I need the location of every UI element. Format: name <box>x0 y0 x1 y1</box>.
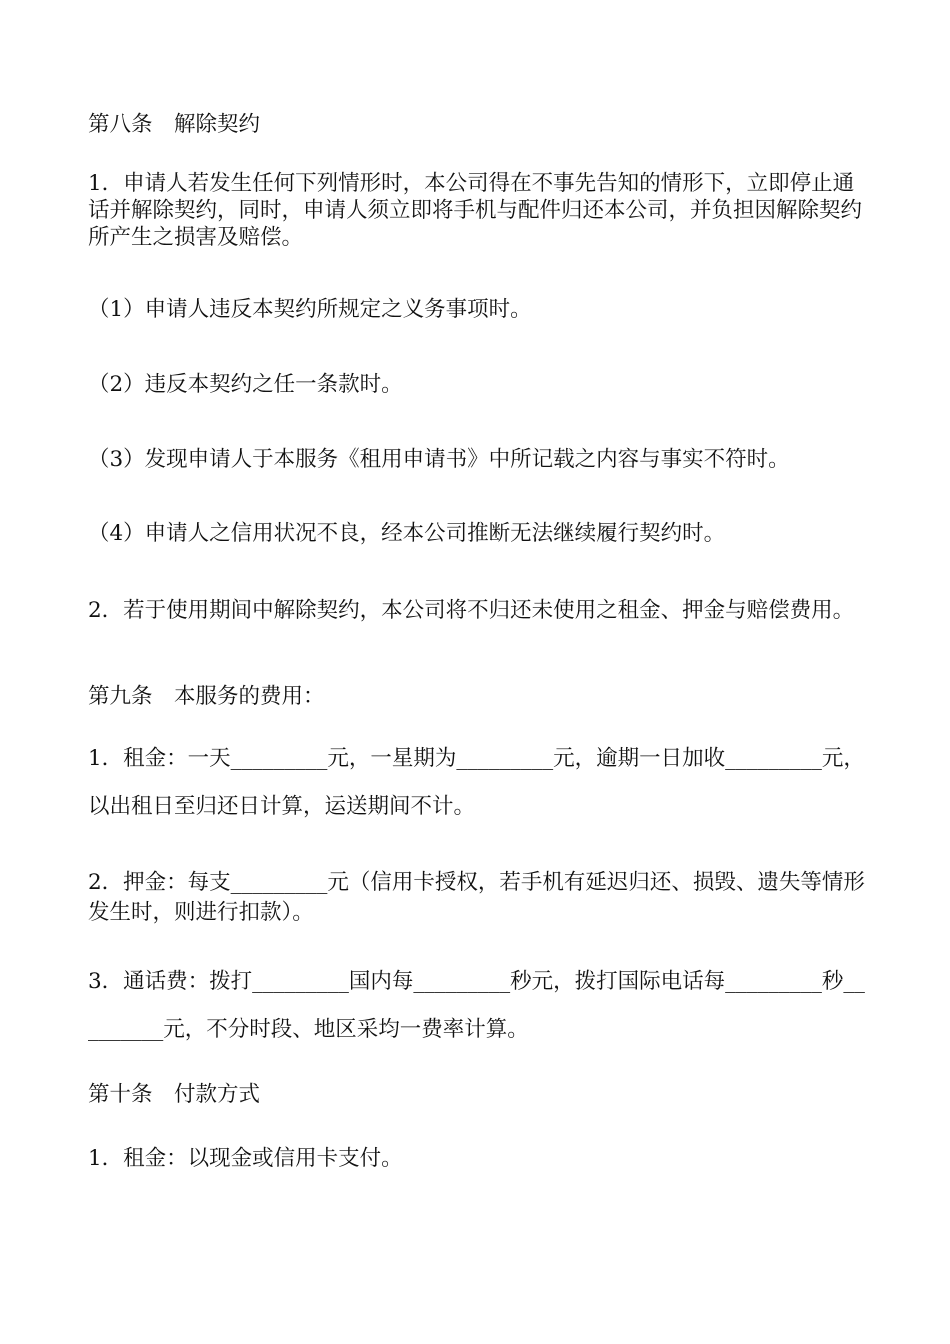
article-9-paragraph-1: 1．租金：一天_________元，一星期为_________元，逾期一日加收_________元，以出租日至归还日计算，运送期间不计。 <box>88 746 865 819</box>
article-8-paragraph-1: 1．申请人若发生任何下列情形时，本公司得在不事先告知的情形下，立即停止通话并解除契约，同时，申请人须立即将手机与配件归还本公司，并负担因解除契约所产生之损害及赔偿。 <box>88 171 863 250</box>
article-9-paragraph-3: 3．通话费：拨打_________国内每_________秒元，拨打国际电话每_________秒_________元，不分时段、地区采均一费率计算。 <box>88 969 865 1042</box>
article-9-paragraph-2: 2．押金：每支_________元（信用卡授权，若手机有延迟归还、损毁、遗失等情形发生时，则进行扣款）。 <box>88 870 865 925</box>
article-10-paragraph-1: 1．租金：以现金或信用卡支付。 <box>88 1146 403 1171</box>
article-8-item-1: （1）申请人违反本契约所规定之义务事项时。 <box>88 297 532 322</box>
article-8-item-2: （2）违反本契约之任一条款时。 <box>88 372 403 397</box>
article-10-title: 第十条 付款方式 <box>88 1082 261 1107</box>
article-8-paragraph-2: 2．若于使用期间中解除契约，本公司将不归还未使用之租金、押金与赔偿费用。 <box>88 598 855 623</box>
article-9-title: 第九条 本服务的费用： <box>88 684 325 709</box>
article-8-item-4: （4）申请人之信用状况不良，经本公司推断无法继续履行契约时。 <box>88 521 726 546</box>
article-8-title: 第八条 解除契约 <box>88 112 261 137</box>
article-8-item-3: （3）发现申请人于本服务《租用申请书》中所记载之内容与事实不符时。 <box>88 447 790 472</box>
